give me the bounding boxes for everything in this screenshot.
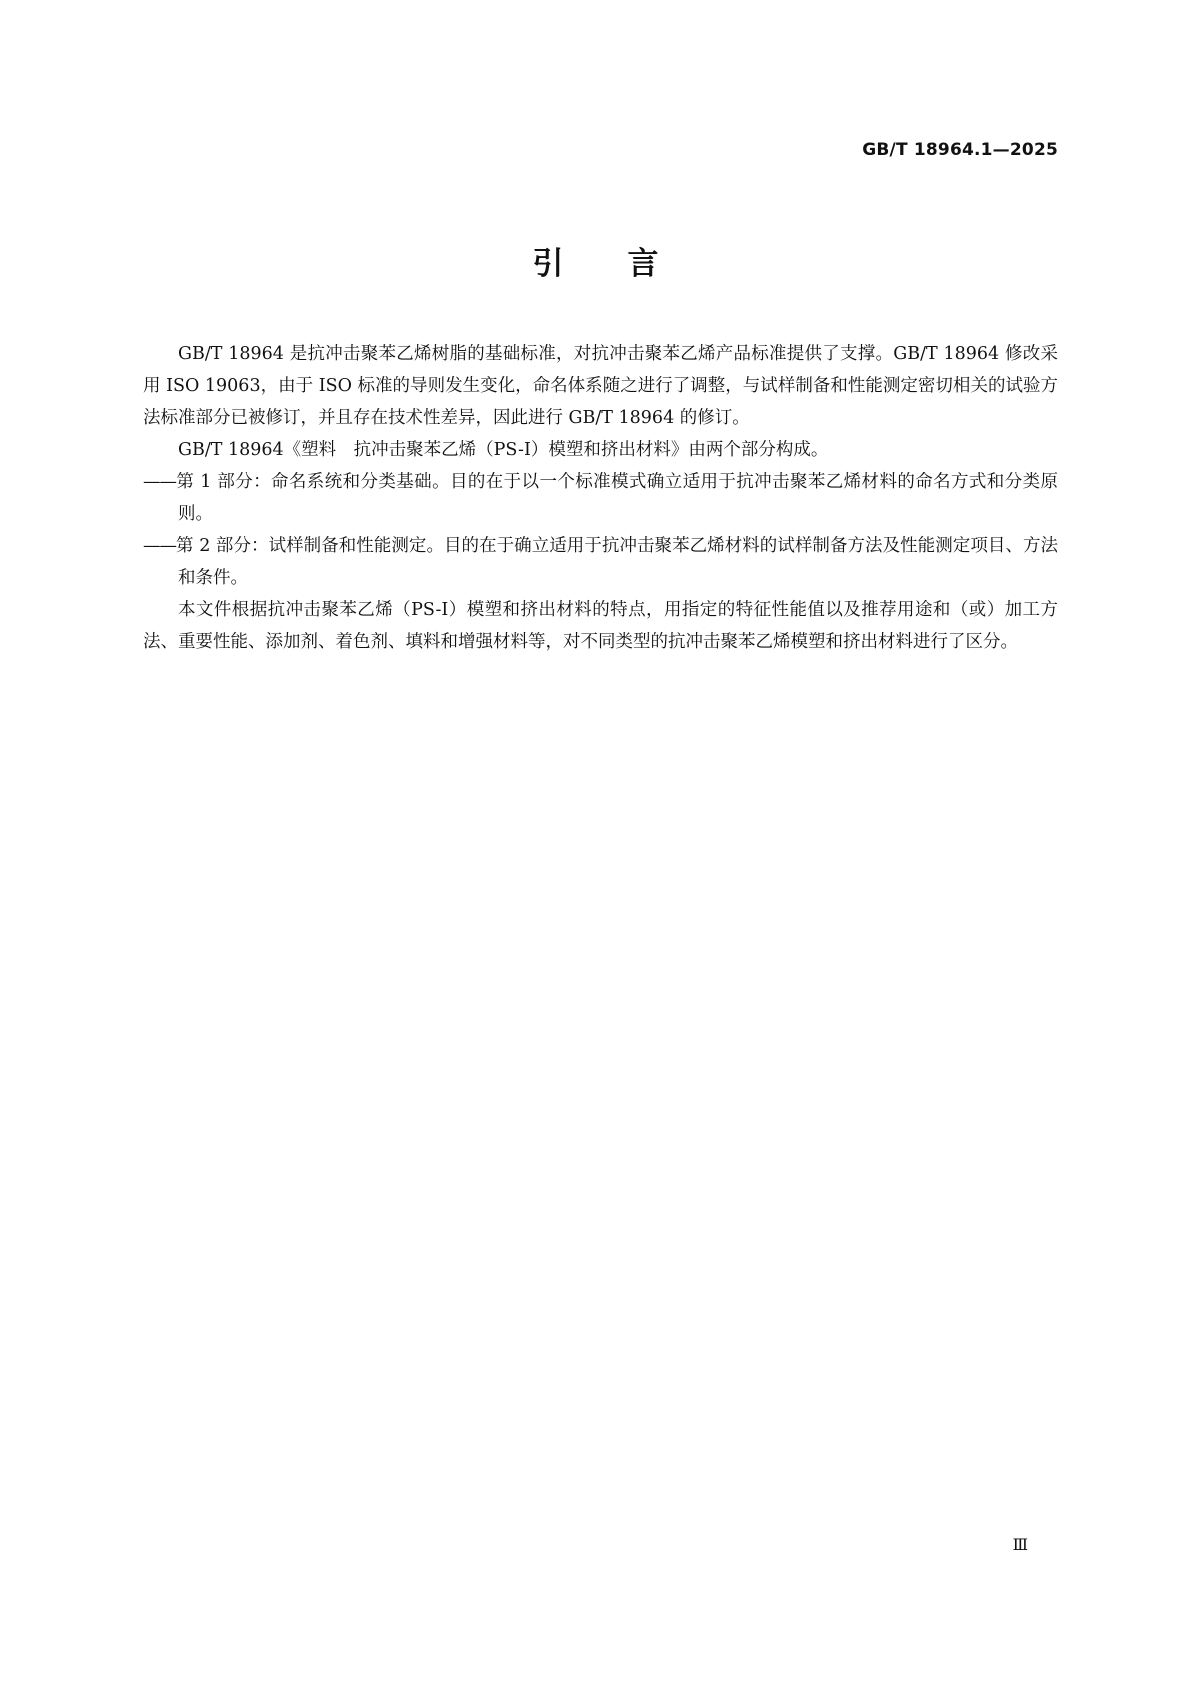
paragraph-closing: 本文件根据抗冲击聚苯乙烯（PS-I）模塑和挤出材料的特点，用指定的特征性能值以及推荐用途和（或）加工方法、重要性能、添加剂、着色剂、填料和增强材料等，对不同类型的抗冲击聚苯乙烯模塑和挤出材料进行了区分。: [143, 600, 1058, 652]
list-item-text: 第 1 部分：命名系统和分类基础。目的在于以一个标准模式确立适用于抗冲击聚苯乙烯材料的命名方式和分类原则。: [176, 472, 1058, 524]
paragraph-purpose: GB/T 18964 是抗冲击聚苯乙烯树脂的基础标准，对抗冲击聚苯乙烯产品标准提供了支撑。GB/T 18964 修改采用 ISO 19063，由于 ISO 标准的导则发生变化，命名体系随之进行了调整，与试样制备和性能测定密切相关的试验方法标准部分已被修订，并且存在技术性差异，因此进行 GB/T 18964 的修订。: [143, 344, 1058, 428]
page-title: [0, 244, 1191, 284]
list-item-part-1: [143, 466, 1058, 530]
page-number: Ⅲ: [1012, 1535, 1028, 1554]
page-title-char-1: 引: [532, 246, 564, 282]
standard-code: GB/T 18964.1—2025: [862, 140, 1058, 160]
list-item-text: 第 2 部分：试样制备和性能测定。目的在于确立适用于抗冲击聚苯乙烯材料的试样制备方法及性能测定项目、方法和条件。: [176, 536, 1058, 588]
dash-marker: ——: [143, 472, 176, 492]
paragraph-structure: GB/T 18964《塑料 抗冲击聚苯乙烯（PS-I）模塑和挤出材料》由两个部分构成。: [178, 440, 829, 460]
introduction-body: [143, 338, 1058, 658]
page-title-char-2: 言: [627, 246, 659, 282]
list-item-part-2: [143, 530, 1058, 594]
dash-marker: ——: [143, 536, 176, 556]
